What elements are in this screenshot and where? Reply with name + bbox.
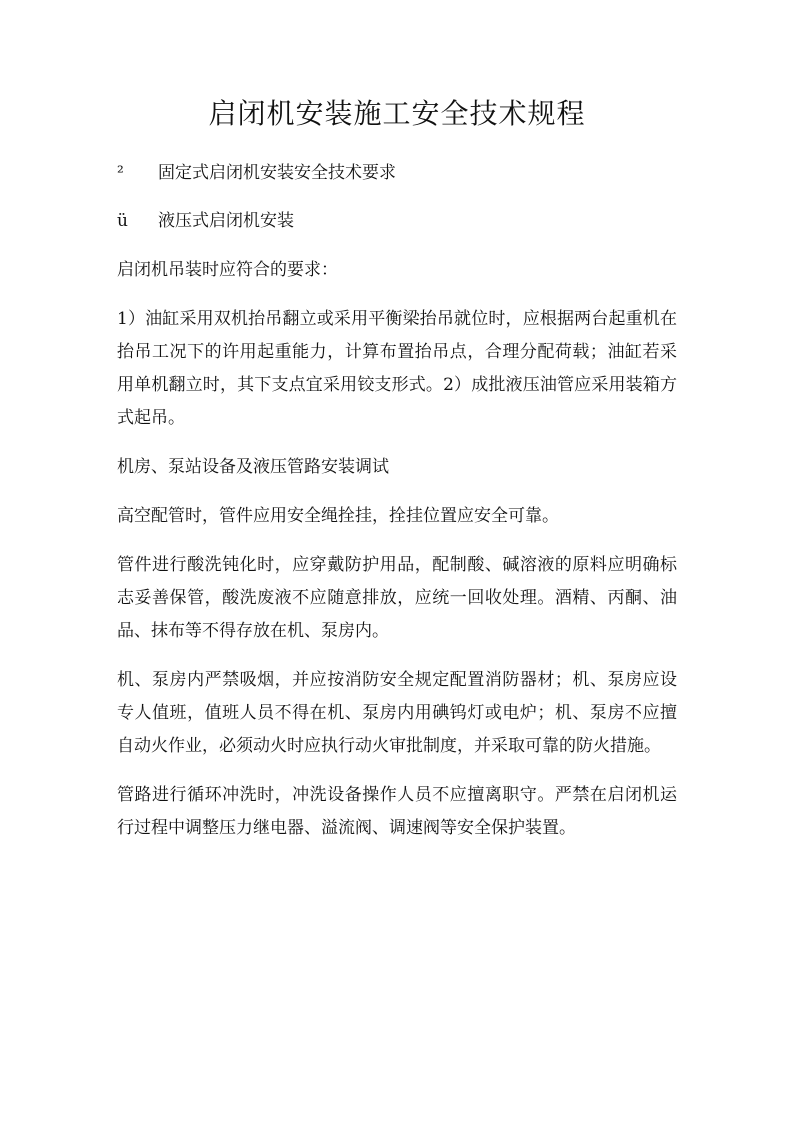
paragraph-lifting-requirements-intro: 启闭机吊装时应符合的要求： [117,260,338,280]
subsection-heading-text: 液压式启闭机安装 [158,211,294,231]
paragraph-high-altitude-piping: 高空配管时，管件应用安全绳拴挂，拴挂位置应安全可靠。 [117,506,559,526]
subsection-heading [117,206,677,236]
paragraph-cylinder-lifting: 1）油缸采用双机抬吊翻立或采用平衡梁抬吊就位时，应根据两台起重机在抬吊工况下的许用起重能力，计算布置抬吊点，合理分配荷载；油缸若采用单机翻立时，其下支点宜采用铰支形式。2）成批液压油管应采用装箱方式起吊。 [117,309,677,428]
section-bullet-mark: ² [117,163,124,183]
document-body [117,92,677,861]
paragraph-fire-safety: 机、泵房内严禁吸烟，并应按消防安全规定配置消防器材；机、泵房应设专人值班，值班人员不得在机、泵房内用碘钨灯或电炉；机、泵房不应擅自动火作业，必须动火时应执行动火审批制度，并采取可靠的防火措施。 [117,670,677,756]
paragraph-acid-cleaning: 管件进行酸洗钝化时，应穿戴防护用品，配制酸、碱溶液的原料应明确标志妥善保管，酸洗废液不应随意排放，应统一回收处理。酒精、丙酮、油品、抹布等不得存放在机、泵房内。 [117,555,677,641]
section-heading [117,158,677,188]
paragraph-machine-room-heading: 机房、泵站设备及液压管路安装调试 [117,457,389,477]
document-title: 启闭机安装施工安全技术规程 [208,97,586,130]
subsection-bullet-mark: ü [117,211,128,231]
paragraph-pipe-flushing: 管路进行循环冲洗时，冲洗设备操作人员不应擅离职守。严禁在启闭机运行过程中调整压力继电器、溢流阀、调速阀等安全保护装置。 [117,785,677,838]
section-heading-text: 固定式启闭机安装安全技术要求 [158,163,396,183]
